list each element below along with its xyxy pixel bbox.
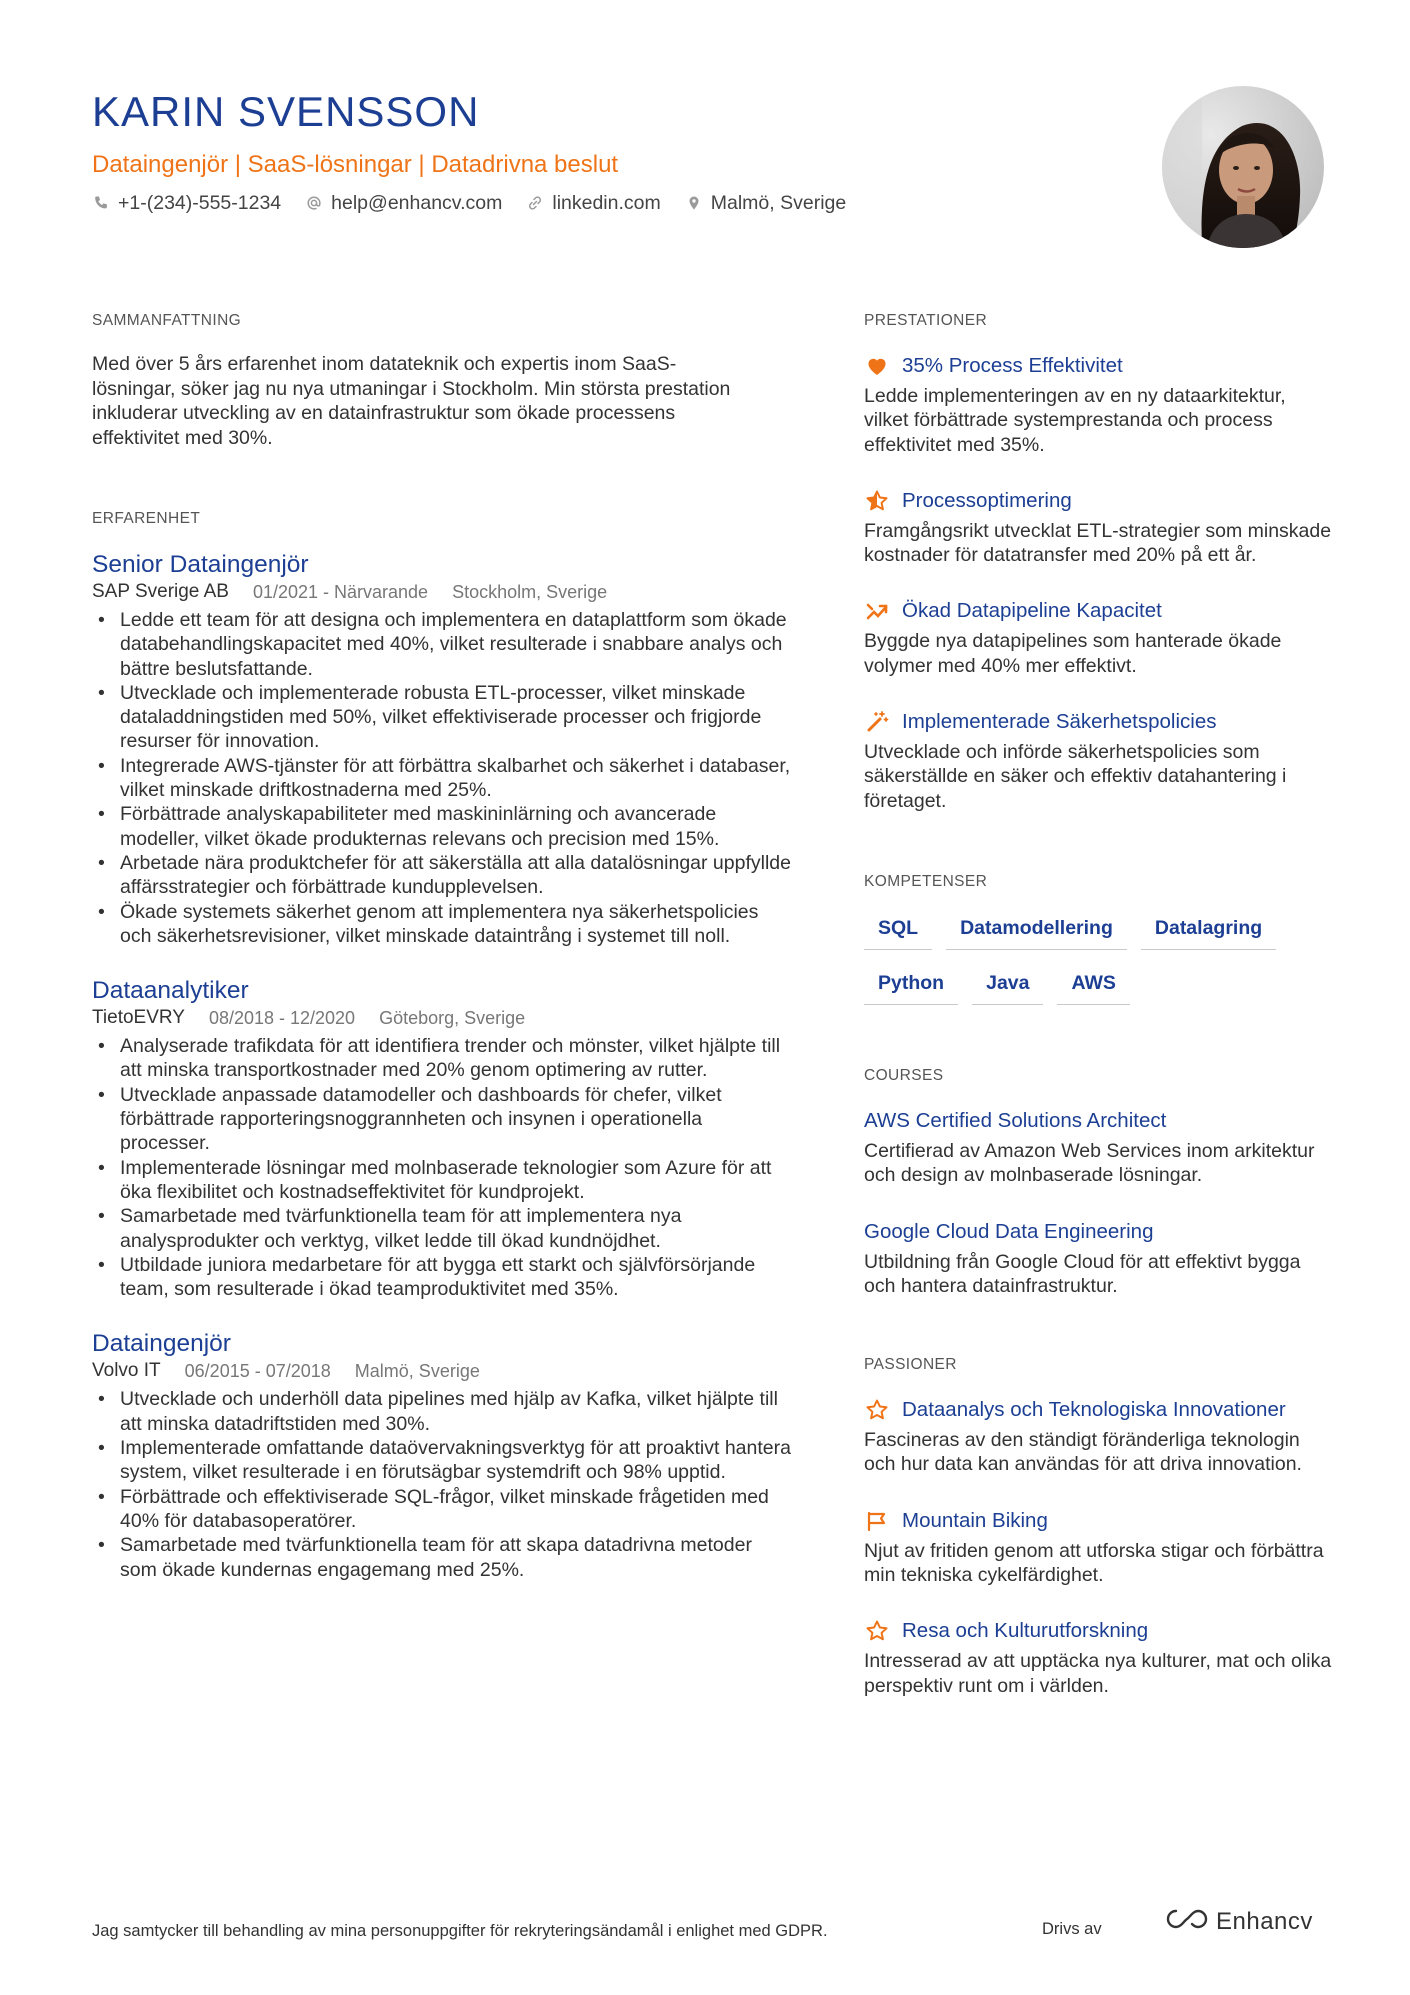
skills-list xyxy=(864,911,1334,1021)
course-description: Certifierad av Amazon Web Services inom arkitektur och design av molnbaserade lösningar. xyxy=(864,1139,1315,1187)
passion-header xyxy=(864,1396,1334,1424)
job-dates: 08/2018 - 12/2020 xyxy=(208,1008,356,1029)
passion-description: Njut av fritiden genom att utforska stigar och förbättra min tekniska cykelfärdighet. xyxy=(864,1539,1324,1587)
job-location: Stockholm, Sverige xyxy=(452,582,608,602)
linkedin-text[interactable]: linkedin.com xyxy=(552,192,661,214)
job-dates: 01/2021 - Närvarande xyxy=(252,582,429,602)
job-entry xyxy=(92,976,792,1301)
passion-title: Resa och Kulturutforskning xyxy=(902,1619,1149,1643)
job-company: Volvo IT xyxy=(92,1360,161,1382)
passion-description: Fascineras av den ständigt föränderliga teknologin och hur data kan användas för att driva innovation. xyxy=(864,1429,1302,1476)
job-meta xyxy=(92,1359,792,1383)
contact-phone xyxy=(92,190,281,216)
job-bullet: • Samarbetade med tvärfunktionella team för att implementera nya analysprodukter och verktyg, vilket ledde till ökad kundnöjdhet. xyxy=(92,1204,792,1253)
summary-text: Med över 5 års erfarenhet inom datateknik och expertis inom SaaS-lösningar, söker jag nu nya utmaningar i Stockholm. Min största prestation inkluderar utveckling av en datainfrastruktur som ökade processens effektivitet med 30%. xyxy=(92,353,731,449)
job-entry xyxy=(92,1329,792,1581)
course-item xyxy=(864,1107,1334,1188)
flag-icon xyxy=(864,1508,890,1534)
achievement-header xyxy=(864,352,1334,380)
course-title: AWS Certified Solutions Architect xyxy=(864,1108,1167,1132)
job-title: Senior Dataingenjör xyxy=(92,551,309,578)
left-column xyxy=(92,310,792,1582)
achievement-item xyxy=(864,352,1334,457)
contact-email[interactable] xyxy=(305,190,502,216)
job-bullet: • Förbättrade och effektiviserade SQL-frågor, vilket minskade frågetiden med 40% för databasoperatörer. xyxy=(92,1485,792,1534)
trend-arrows-icon xyxy=(864,598,890,624)
summary-section-title: SAMMANFATTNING xyxy=(92,312,242,329)
achievement-item xyxy=(864,708,1334,813)
job-title: Dataingenjör xyxy=(92,1330,231,1358)
job-title: Dataanalytiker xyxy=(92,977,249,1005)
skill-tag: Datalagring xyxy=(1141,911,1276,950)
brand-name: Enhancv xyxy=(1216,1907,1313,1935)
passion-header xyxy=(864,1507,1334,1535)
achievement-title: Processoptimering xyxy=(902,488,1072,512)
achievement-header xyxy=(864,708,1334,736)
magic-wand-icon xyxy=(864,709,890,735)
job-bullet: • Arbetade nära produktchefer för att säkerställa att alla datalösningar uppfyllde affärsstrategier och förbättrade kundupplevelsen. xyxy=(92,851,792,900)
achievement-title: Implementerade Säkerhetspolicies xyxy=(902,710,1217,734)
experience-section-title: ERFARENHET xyxy=(92,510,201,527)
contact-location xyxy=(685,190,846,216)
job-bullet: • Implementerade lösningar med molnbaserade teknologier som Azure för att öka flexibilitet och kostnadseffektivitet för kundprojekt. xyxy=(92,1156,792,1205)
achievement-description: Utvecklade och införde säkerhetspolicies som säkerställde en säker och effektiv datahantering i företaget. xyxy=(864,741,1287,812)
job-meta xyxy=(92,580,792,604)
passion-description: Intresserad av att upptäcka nya kulturer, mat och olika perspektiv runt om i världen. xyxy=(864,1650,1332,1697)
location-text: Malmö, Sverige xyxy=(710,192,847,214)
contact-row xyxy=(92,190,1142,216)
job-bullet: • Utvecklade anpassade datamodeller och dashboards för chefer, vilket förbättrade rapporteringsnoggrannheten och insynen i operationella processer. xyxy=(92,1083,792,1156)
passion-title: Dataanalys och Teknologiska Innovationer xyxy=(902,1398,1286,1422)
passions-section-title: PASSIONER xyxy=(864,1356,957,1374)
job-bullet: • Utvecklade och underhöll data pipelines med hjälp av Kafka, vilket hjälpte till att minska datadriftstiden med 30%. xyxy=(92,1387,792,1436)
profile-photo xyxy=(1162,86,1324,248)
passion-header xyxy=(864,1617,1334,1645)
job-bullets xyxy=(92,1034,792,1301)
course-description: Utbildning från Google Cloud för att effektivt bygga och hantera datainfrastruktur. xyxy=(864,1250,1301,1297)
job-location: Malmö, Sverige xyxy=(354,1361,480,1382)
right-column xyxy=(864,310,1334,1698)
skill-tag: Datamodellering xyxy=(946,911,1127,950)
achievement-title: Ökad Datapipeline Kapacitet xyxy=(902,599,1162,623)
enhancv-logo[interactable] xyxy=(1164,1906,1313,1937)
job-bullet: • Utvecklade och implementerade robusta ETL-processer, vilket minskade dataladdningstiden med 50%, vilket effektiviserade processer och frigjorde resurser för innovation. xyxy=(92,681,792,754)
achievement-description: Framgångsrikt utvecklat ETL-strategier som minskade kostnader för datatransfer med 20% på ett år. xyxy=(864,519,1332,567)
job-dates: 06/2015 - 07/2018 xyxy=(184,1361,331,1382)
courses-section-title: COURSES xyxy=(864,1066,944,1084)
passion-item xyxy=(864,1507,1334,1588)
phone-text: +1-(234)-555-1234 xyxy=(118,192,282,214)
location-pin-icon xyxy=(685,194,703,212)
star-outline-icon xyxy=(864,1618,890,1644)
job-bullet: • Implementerade omfattande dataövervakningsverktyg för att proaktivt hantera system, vilket resulterade i en förutsägbar systemdrift och 98% upptid. xyxy=(92,1436,792,1485)
skill-tag: SQL xyxy=(864,911,932,950)
star-outline-icon xyxy=(864,1397,890,1423)
passion-item xyxy=(864,1617,1334,1698)
phone-icon xyxy=(92,194,110,212)
passion-item xyxy=(864,1396,1334,1477)
course-title: Google Cloud Data Engineering xyxy=(864,1219,1154,1243)
job-bullet: • Analyserade trafikdata för att identifiera trender och mönster, vilket hjälpte till att minska transportkostnader med 20% genom optimering av rutter. xyxy=(92,1034,792,1083)
infinity-logo-icon xyxy=(1164,1906,1210,1937)
job-location: Göteborg, Sverige xyxy=(379,1008,526,1029)
job-bullet: • Utbildade juniora medarbetare för att bygga ett starkt och självförsörjande team, som resulterade i ökad teamproduktivitet med 35%. xyxy=(92,1253,792,1302)
candidate-headline: Dataingenjör | SaaS-lösningar | Datadrivna beslut xyxy=(92,151,619,178)
email-text[interactable]: help@enhancv.com xyxy=(331,192,503,214)
at-icon xyxy=(305,194,323,212)
achievement-header xyxy=(864,487,1334,515)
resume-header xyxy=(92,86,1142,216)
job-bullet: • Ökade systemets säkerhet genom att implementera nya säkerhetspolicies och säkerhetsrevisioner, vilket minskade dataintrång i systemet till noll. xyxy=(92,900,792,949)
job-company: TietoEVRY xyxy=(92,1007,185,1029)
skill-tag: Java xyxy=(972,966,1043,1005)
link-icon xyxy=(526,194,544,212)
achievement-header xyxy=(864,597,1334,625)
course-item xyxy=(864,1218,1334,1299)
skills-section-title: KOMPETENSER xyxy=(864,872,988,890)
candidate-name: KARIN SVENSSON xyxy=(92,88,480,135)
job-entry xyxy=(92,550,792,948)
job-bullet: • Förbättrade analyskapabiliteter med maskininlärning och avancerade modeller, vilket ökade produkternas relevans och precision med 15%. xyxy=(92,802,792,851)
heart-icon xyxy=(864,353,890,379)
achievement-item xyxy=(864,487,1334,568)
skill-tag: AWS xyxy=(1057,966,1129,1005)
powered-by-label: Drivs av xyxy=(1042,1920,1102,1938)
job-bullets xyxy=(92,608,792,948)
job-company: SAP Sverige AB xyxy=(92,581,229,602)
passion-title: Mountain Biking xyxy=(902,1508,1048,1532)
achievement-description: Byggde nya datapipelines som hanterade ökade volymer med 40% mer effektivt. xyxy=(864,630,1282,677)
achievement-description: Ledde implementeringen av en ny dataarkitektur, vilket förbättrade systemprestanda och process effektivitet med 35%. xyxy=(864,385,1286,456)
job-bullet: • Samarbetade med tvärfunktionella team för att skapa datadrivna metoder som ökade kundernas engagemang med 25%. xyxy=(92,1533,792,1582)
achievement-title: 35% Process Effektivitet xyxy=(902,354,1123,377)
achievements-section-title: PRESTATIONER xyxy=(864,312,988,329)
contact-linkedin[interactable] xyxy=(526,190,660,216)
achievement-item xyxy=(864,597,1334,678)
job-bullet: • Ledde ett team för att designa och implementera en dataplattform som ökade databehandlingskapacitet med 40%, vilket resulterade i snabbare analys och bättre beslutsfattande. xyxy=(92,608,792,681)
job-bullets xyxy=(92,1387,792,1581)
job-bullet: • Integrerade AWS-tjänster för att förbättra skalbarhet och säkerhet i databaser, vilket minskade driftkostnaderna med 25%. xyxy=(92,754,792,803)
star-half-icon xyxy=(864,488,890,514)
gdpr-consent: Jag samtycker till behandling av mina personuppgifter för rekryteringsändamål i enlighet med GDPR. xyxy=(92,1922,828,1940)
skill-tag: Python xyxy=(864,966,958,1005)
job-meta xyxy=(92,1006,792,1030)
